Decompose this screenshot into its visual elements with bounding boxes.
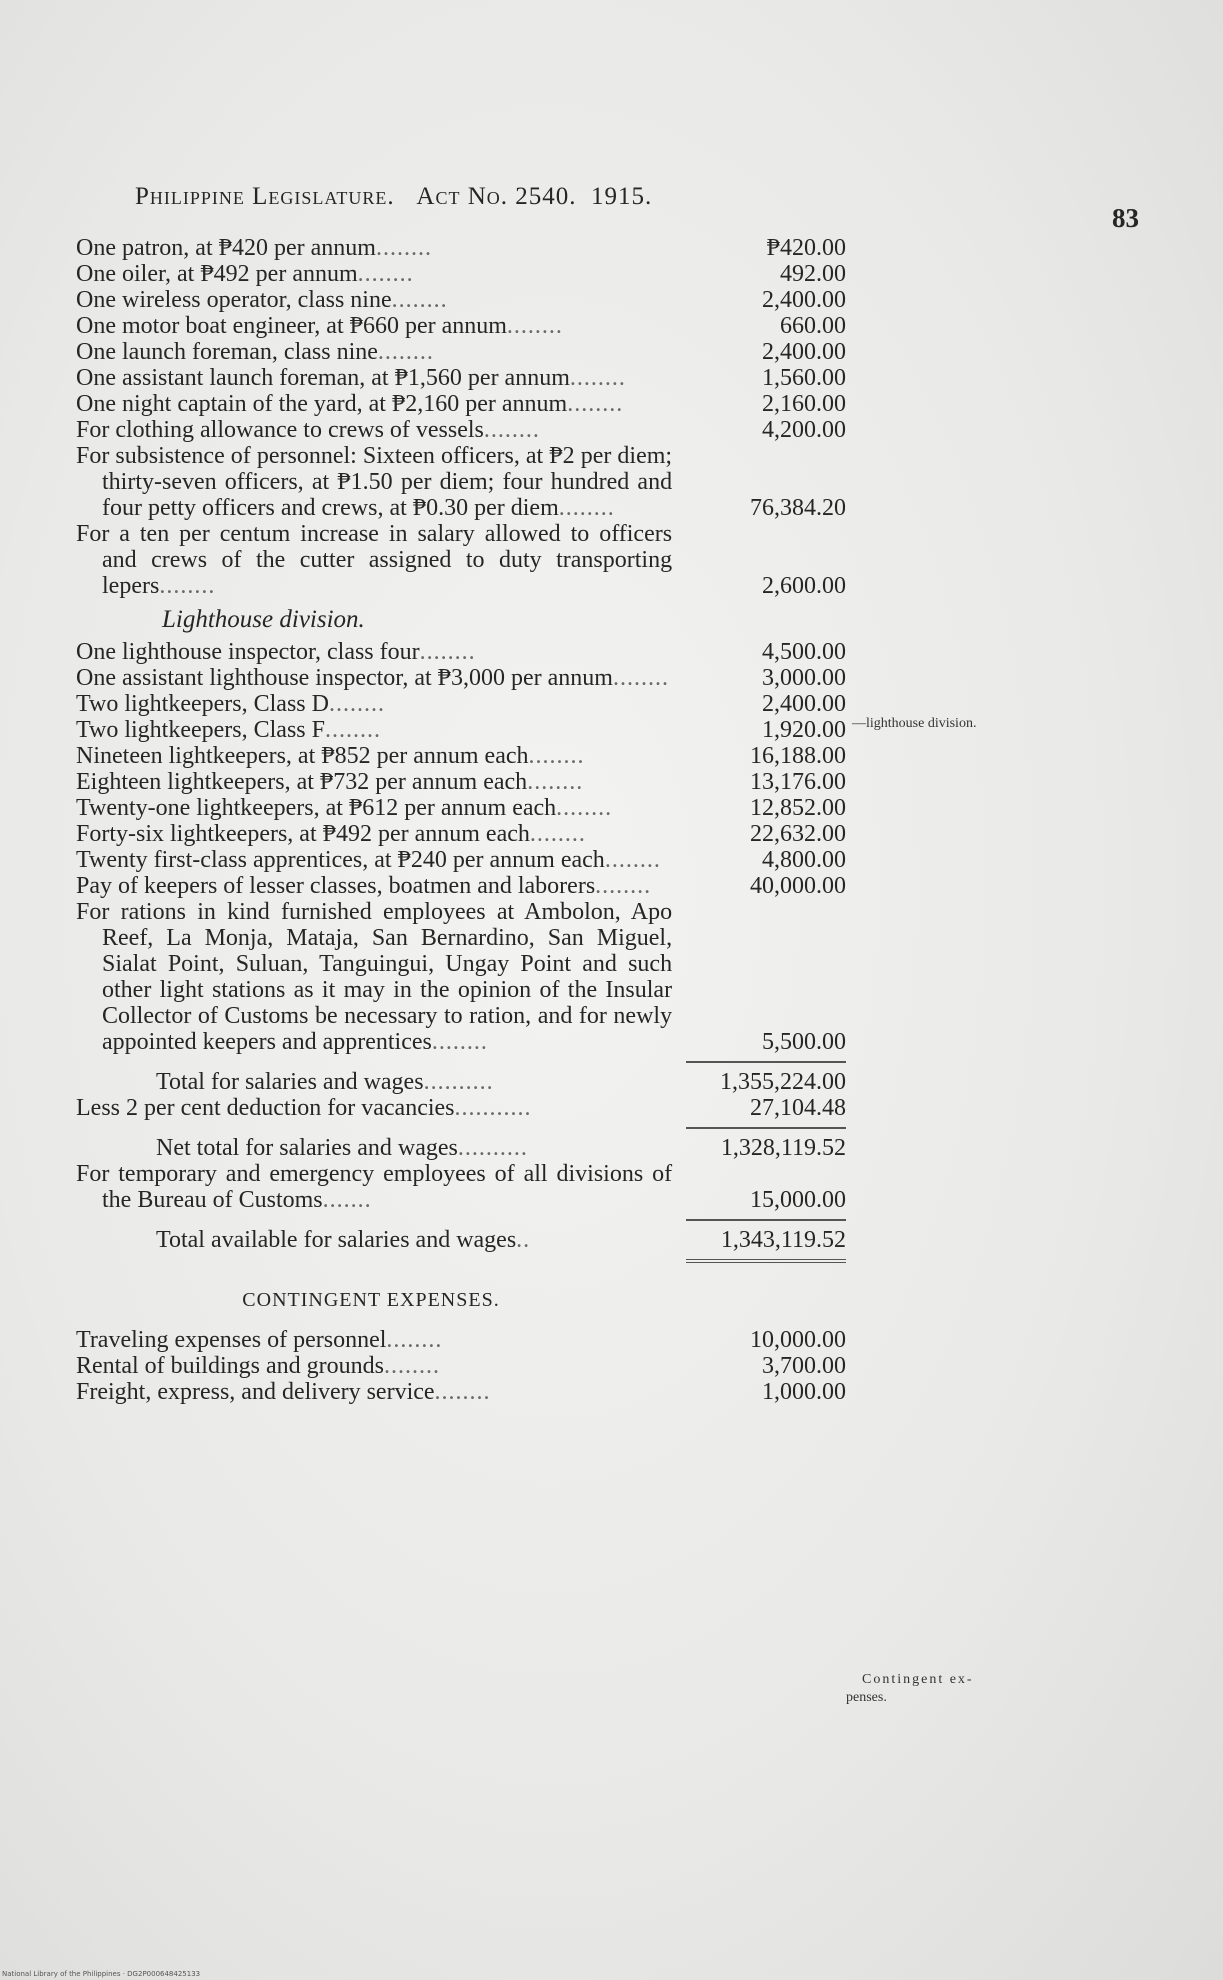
line-item: One launch foreman, class nine........ 2,400.00	[76, 339, 846, 365]
sum-rule-3	[686, 1219, 846, 1221]
line-item: One oiler, at ₱492 per annum........ 492.00	[76, 261, 846, 287]
available-label: Total available for salaries and wages	[156, 1227, 517, 1253]
margin-note-lighthouse: —lighthouse division.	[852, 716, 977, 731]
line-item: Traveling expenses of personnel........ 10,000.00	[76, 1327, 846, 1353]
line-item-desc: Two lightkeepers, Class D	[76, 691, 329, 717]
line-item: Forty-six lightkeepers, at ₱492 per annum each........ 22,632.00	[76, 821, 846, 847]
line-item: Pay of keepers of lesser classes, boatmen and laborers........ 40,000.00	[76, 873, 846, 899]
line-item-amount: 4,200.00	[762, 417, 846, 443]
line-item-desc: One oiler, at ₱492 per annum	[76, 261, 358, 287]
appropriation-body	[76, 235, 846, 1405]
line-item-desc: For clothing allowance to crews of vessels	[76, 417, 484, 443]
line-item-amount: 4,800.00	[762, 847, 846, 873]
available-row: Total available for salaries and wages.. 1,343,119.52	[156, 1227, 846, 1253]
rows-lighthouse	[76, 639, 846, 1055]
header-year: 1915.	[591, 183, 653, 210]
line-item-amount: 2,600.00	[762, 573, 846, 599]
line-item-amount: ₱420.00	[766, 235, 846, 261]
line-item: One lighthouse inspector, class four........ 4,500.00	[76, 639, 846, 665]
temp-row: For temporary and emergency employees of all divisions of the Bureau of Customs....... 15,000.00	[76, 1161, 846, 1213]
net-row: Net total for salaries and wages.......... 1,328,119.52	[156, 1135, 846, 1161]
line-item-desc: One assistant launch foreman, at ₱1,560 per annum	[76, 365, 570, 391]
line-item-desc: Freight, express, and delivery service	[76, 1379, 435, 1405]
line-item-desc: Twenty-one lightkeepers, at ₱612 per annum each	[76, 795, 557, 821]
total-label: Total for salaries and wages	[156, 1069, 424, 1095]
line-item-desc: Traveling expenses of personnel	[76, 1327, 387, 1353]
line-item-desc: One lighthouse inspector, class four	[76, 639, 420, 665]
line-item-amount: 13,176.00	[750, 769, 846, 795]
line-item-desc: One wireless operator, class nine	[76, 287, 392, 313]
line-item: For a ten per centum increase in salary allowed to officers and crews of the cutter assigned to duty transporting lepers........ 2,600.00	[76, 521, 846, 599]
line-item-amount: 2,400.00	[762, 339, 846, 365]
lighthouse-heading: Lighthouse division.	[162, 606, 365, 633]
rows-contingent	[76, 1327, 846, 1405]
line-item: One patron, at ₱420 per annum........ ₱420.00	[76, 235, 846, 261]
sum-rule	[686, 1061, 846, 1063]
line-item-amount: 492.00	[780, 261, 846, 287]
line-item: For subsistence of personnel: Sixteen officers, at ₱2 per diem; thirty-seven officers, at ₱1.50 per diem; four hundred and four petty officers and crews, at ₱0.30 per diem........ 76,384.20	[76, 443, 846, 521]
line-item-amount: 16,188.00	[750, 743, 846, 769]
line-item-amount: 10,000.00	[750, 1327, 846, 1353]
line-item-desc: One patron, at ₱420 per annum	[76, 235, 376, 261]
less-amount: 27,104.48	[750, 1095, 846, 1121]
line-item: Freight, express, and delivery service........ 1,000.00	[76, 1379, 846, 1405]
rows-marine	[76, 235, 846, 599]
page-number: 83	[1112, 203, 1139, 233]
running-header	[135, 183, 652, 211]
margin-note-contingent-2: penses.	[846, 1690, 887, 1705]
line-item: For clothing allowance to crews of vessels........ 4,200.00	[76, 417, 846, 443]
line-item-amount: 1,920.00	[762, 717, 846, 743]
line-item: One motor boat engineer, at ₱660 per annum........ 660.00	[76, 313, 846, 339]
line-item: One assistant launch foreman, at ₱1,560 per annum........ 1,560.00	[76, 365, 846, 391]
line-item: One night captain of the yard, at ₱2,160 per annum........ 2,160.00	[76, 391, 846, 417]
line-item-desc: One launch foreman, class nine	[76, 339, 378, 365]
line-item-desc: One motor boat engineer, at ₱660 per annum	[76, 313, 507, 339]
line-item-desc: For rations in kind furnished employees at Ambolon, Apo Reef, La Monja, Mataja, San Bernardino, San Miguel, Sialat Point, Suluan, Tanguingui, Ungay Point and such other light stations as it may in the opinion of the Insular Collector of Customs be necessary to ration, and for newly appointed keepers and apprentices	[76, 899, 673, 1055]
line-item: Two lightkeepers, Class D........ 2,400.00	[76, 691, 846, 717]
line-item-amount: 12,852.00	[750, 795, 846, 821]
line-item-desc: Two lightkeepers, Class F	[76, 717, 325, 743]
line-item: Eighteen lightkeepers, at ₱732 per annum each........ 13,176.00	[76, 769, 846, 795]
line-item: Nineteen lightkeepers, at ₱852 per annum each........ 16,188.00	[76, 743, 846, 769]
line-item-desc: Nineteen lightkeepers, at ₱852 per annum each	[76, 743, 529, 769]
sum-rule-2	[686, 1127, 846, 1129]
line-item-amount: 3,700.00	[762, 1353, 846, 1379]
line-item-amount: 2,160.00	[762, 391, 846, 417]
line-item: For rations in kind furnished employees at Ambolon, Apo Reef, La Monja, Mataja, San Bernardino, San Miguel, Sialat Point, Suluan, Tanguingui, Ungay Point and such other light stations as it may in the opinion of the Insular Collector of Customs be necessary to ration, and for newly appointed keepers and apprentices........ 5,500.00	[76, 899, 846, 1055]
header-act: Act No. 2540.	[416, 183, 577, 210]
line-item: One assistant lighthouse inspector, at ₱3,000 per annum........ 3,000.00	[76, 665, 846, 691]
line-item-amount: 22,632.00	[750, 821, 846, 847]
line-item-amount: 1,560.00	[762, 365, 846, 391]
line-item-desc: One assistant lighthouse inspector, at ₱3,000 per annum	[76, 665, 613, 691]
double-rule	[686, 1259, 846, 1263]
line-item-desc: Pay of keepers of lesser classes, boatmen and laborers	[76, 873, 596, 899]
scan-footer: National Library of the Philippines · DG2P000648425133	[2, 1970, 201, 1978]
line-item-amount: 40,000.00	[750, 873, 846, 899]
line-item-desc: One night captain of the yard, at ₱2,160 per annum	[76, 391, 568, 417]
available-amount: 1,343,119.52	[720, 1227, 846, 1253]
line-item-amount: 2,400.00	[762, 287, 846, 313]
line-item-amount: 76,384.20	[750, 495, 846, 521]
line-item-amount: 5,500.00	[762, 1029, 846, 1055]
less-row: Less 2 per cent deduction for vacancies........... 27,104.48	[76, 1095, 846, 1121]
net-label: Net total for salaries and wages	[156, 1135, 458, 1161]
temp-label: For temporary and emergency employees of all divisions of the Bureau of Customs	[76, 1161, 673, 1213]
contingent-heading: CONTINGENT EXPENSES.	[242, 1289, 500, 1311]
line-item: Twenty first-class apprentices, at ₱240 per annum each........ 4,800.00	[76, 847, 846, 873]
line-item-desc: Eighteen lightkeepers, at ₱732 per annum each	[76, 769, 528, 795]
line-item-desc: Twenty first-class apprentices, at ₱240 per annum each	[76, 847, 605, 873]
line-item: Two lightkeepers, Class F........ 1,920.00	[76, 717, 846, 743]
line-item-desc: Forty-six lightkeepers, at ₱492 per annum each	[76, 821, 530, 847]
line-item-desc: Rental of buildings and grounds	[76, 1353, 384, 1379]
temp-amount: 15,000.00	[750, 1187, 846, 1213]
net-amount: 1,328,119.52	[720, 1135, 846, 1161]
line-item: Rental of buildings and grounds........ 3,700.00	[76, 1353, 846, 1379]
line-item-amount: 660.00	[780, 313, 846, 339]
total-amount: 1,355,224.00	[720, 1069, 846, 1095]
line-item: Twenty-one lightkeepers, at ₱612 per annum each........ 12,852.00	[76, 795, 846, 821]
margin-note-contingent-1: Contingent ex-	[862, 1672, 974, 1687]
line-item-amount: 1,000.00	[762, 1379, 846, 1405]
line-item-desc: For subsistence of personnel: Sixteen officers, at ₱2 per diem; thirty-seven officers, at ₱1.50 per diem; four hundred and four petty officers and crews, at ₱0.30 per diem	[76, 443, 673, 521]
line-item-amount: 2,400.00	[762, 691, 846, 717]
header-title: Philippine Legislature.	[135, 183, 395, 210]
line-item: One wireless operator, class nine........ 2,400.00	[76, 287, 846, 313]
line-item-amount: 4,500.00	[762, 639, 846, 665]
total-row: Total for salaries and wages.......... 1,355,224.00	[156, 1069, 846, 1095]
line-item-amount: 3,000.00	[762, 665, 846, 691]
line-item-desc: For a ten per centum increase in salary allowed to officers and crews of the cutter assigned to duty transporting lepers	[76, 521, 673, 599]
less-label: Less 2 per cent deduction for vacancies	[76, 1095, 455, 1121]
